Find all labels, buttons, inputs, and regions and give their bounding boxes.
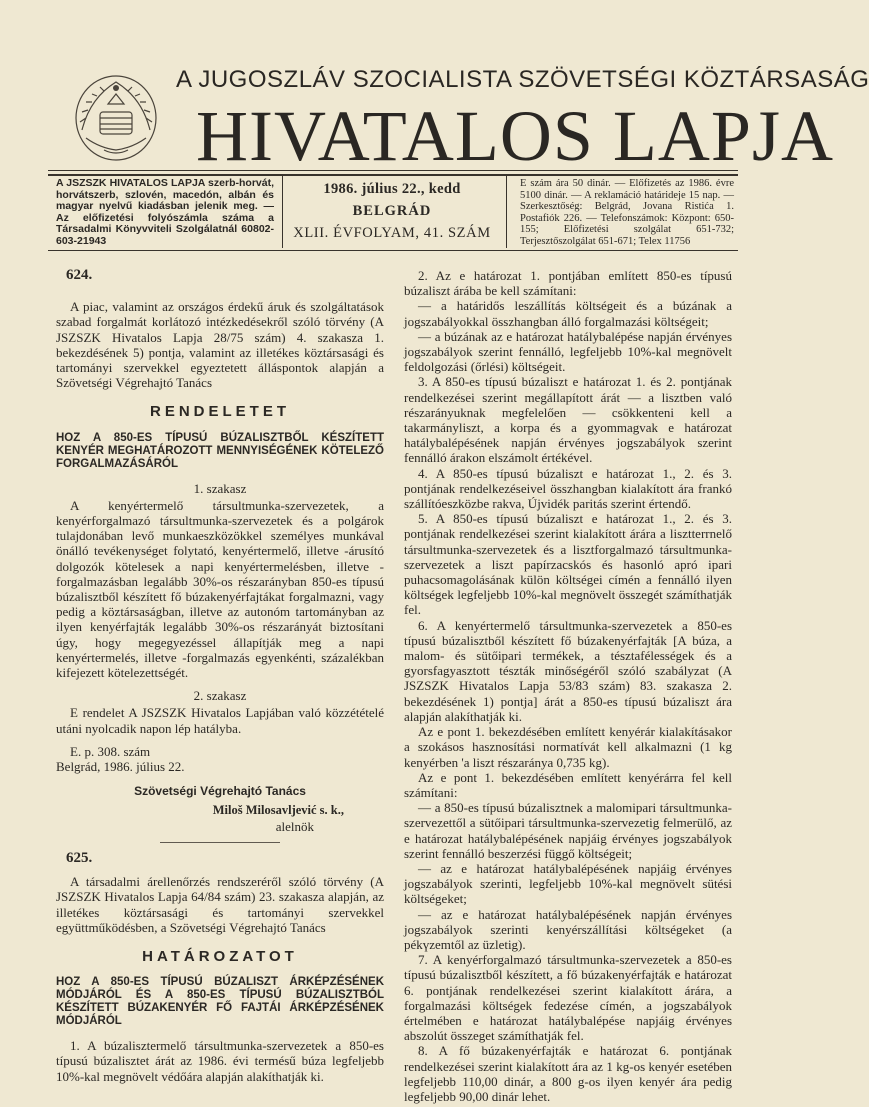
preamble: A társadalmi árellenőrzés rendszeréről szóló törvény (A JSZSZK Hivatalos Lapja 64/84 szám) 23. szakasza alapján, az illetékes köztársasági és tartományi szervekkel együttműködésben, a Szövetségi Végrehajtó Tanács: [56, 874, 384, 935]
point-text: — az e határozat hatálybalépésének napján érvényes jogszabályok szerinti kenyérszállítási költségeket (a pékүzemtől az üzletig).: [404, 906, 732, 952]
masthead-title: HIVATALOS LAPJA: [196, 96, 834, 176]
left-column: [56, 268, 384, 1084]
act-title: HATÁROZATOT: [142, 947, 298, 965]
section-text: E rendelet A JSZSZK Hivatalos Lapjában való közzétételé utáni nyolcadik napon lép hatályba.: [56, 705, 384, 736]
reference-number: E. p. 308. szám: [70, 743, 151, 759]
price-info: [520, 178, 734, 247]
point-text: 2. Az e határozat 1. pontjában említett 850-es típusú búzaliszt árába be kell számítani:: [404, 268, 732, 299]
point-text: 3. A 850-es típusú búzaliszt e határozat 1. és 2. pontjának rendelkezései szerint megállapított árát — a lisztben való részarányuknak megfelelően — csökkenteni kell a takarmányliszt, a korpa és a gyommagvak e határozat hatálybalépésének napján érvényes jogszabályok szerint fennálló árakon elszámolt értékével.: [404, 374, 732, 466]
act-subtitle: HOZ A 850-ES TÍPUSÚ BÚZALISZT ÁRKÉPZÉSÉNEK MÓDJÁRÓL ÉS A 850-ES TÍPUSÚ BÚZALISZTBÓL KÉSZÍTETT BÚZAKENYÉR FŐ FAJTÁI ÁRKÉPZÉSÉNEK MÓDJÁRÓL: [56, 976, 384, 1028]
state-emblem-icon: [70, 68, 162, 164]
point-text: 6. A kenyértermelő társultmunka-szervezetek a 850-es típusú búzalisztből készített fő búzakenyérfajták [A búza, a malom- és sütőipari termékek, a tésztafélességek és a gyorsfagyasztott tészták minőségéről szóló szabályzat (A JSZSZK Hivatalos Lapja 53/83 szám) 83. szakasza 2. bekezdésének 1) pontja] árát a 850-es típusú búzaliszt ára alapján alakíthatják ki.: [404, 617, 732, 724]
signer-name: Miloš Milosavljević s. k.,: [212, 803, 344, 818]
section-heading: 2. szakasz: [193, 688, 247, 704]
issue-volume: XLII. ÉVFOLYAM, 41. SZÁM: [293, 225, 491, 241]
price-info-text: E szám ára 50 dinár. — Előfizetés az 1986. évre 5100 dinár. — A reklamáció határideje 15 nap. — Szerkesztőség: Belgrád, Jovana Ristića 1. Postafiók 226. — Telefonszámok: Központ: 650-155; Előfizetési szolgálat 651-732; Terjesztőszolgálat 651-671; Telex 11756: [520, 178, 734, 247]
point-text: — a határidős leszállítás költségeit és a búzának a jogszabályokkal összhangban álló forgalmazási költségeit;: [404, 298, 732, 329]
header-rule-bottom: [48, 250, 738, 251]
point-text: — a búzának az e határozat hatálybalépése napján érvényes jogszabályok szerint fennálló, legfeljebb 10%-kal megnövelt feldolgozási (őrlési) költségeit.: [404, 328, 732, 375]
point-text: Az e pont 1. bekezdésében említett kenyérárra fel kell számítani:: [404, 769, 732, 800]
header-rule-top: [48, 170, 738, 171]
point-text: 7. A kenyérforgalmazó társultmunka-szervezetek a 850-es típusú búzalisztből készített, a fő búzakenyérfajták e határozat 6. pontjának rendelkezései szerint kialakított árára, a forgalmazási költségek fedezése címén, a jogszabályok értelmében e határozat hatálybalépése napjáig érvényes abszolút összeget számíthatják fel.: [404, 952, 732, 1044]
act-number: 625.: [66, 849, 93, 866]
subscription-info: [56, 178, 274, 247]
point-text: 4. A 850-es típusú búzaliszt e határozat 1., 2. és 3. pontjának rendelkezéseivel összhangban kialakított ára frankó szállítóeszközbe rakva, Újvidék paritás szerint értendő.: [404, 465, 732, 512]
point-text: 1. A búzalisztermelő társultmunka-szervezetek a 850-es típusú búzalisztet árát az 1986. évi termésű búza legfeljebb 10%-kal megnövelt védőára alapján alakíthatják ki.: [56, 1038, 384, 1084]
council-name: Szövetségi Végrehajtó Tanács: [134, 784, 306, 799]
subscription-info-text: A JSZSZK HIVATALOS LAPJA szerb-horvát, horvátszerb, szlovén, macedón, albán és magyar nyelvű kiadásban jelenik meg. — Az előfizetési folyószámla száma a Társadalmi Könyvviteli Szolgálatnál 60802-603-21943: [56, 177, 274, 247]
column-divider: [506, 176, 507, 248]
header-rule-double: [48, 174, 738, 176]
act-number: 624.: [66, 267, 93, 283]
issue-date: 1986. július 22., kedd: [323, 181, 461, 197]
point-text: — a 850-es típusú búzalisztnek a malomipari társultmunka-szervezettől a sütőipari társultmunka-szervezetig felmerülő, az e határozat hatálybalépésének napjáig érvényes jogszabályok szerint fennálló beszerzési függő költségeit;: [404, 800, 732, 861]
issue-info: [288, 178, 496, 244]
act-subtitle: HOZ A 850-ES TÍPUSÚ BÚZALISZTBŐL KÉSZÍTETT KENYÉR MEGHATÁROZOTT MENNYISÉGÉNEK KÖTELEZŐ FORGALMAZÁSÁRÓL: [56, 431, 384, 470]
issue-city: BELGRÁD: [352, 203, 432, 219]
republic-heading: A JUGOSZLÁV SZOCIALISTA SZÖVETSÉGI KÖZTÁRSASÁG: [176, 66, 869, 93]
point-text: 8. A fő búzakenyérfajták e határozat 6. pontjának rendelkezései szerint kialakított ára az 1 kg-os kenyér esetében legfeljebb 110,00 dinár, a 800 g-os ilyen kenyér ára pedig legfeljebb 90,00 dinár lehet.: [404, 1043, 732, 1104]
point-text: Az e pont 1. bekezdésében említett kenyérár kialakításakor a szokásos hasznosítási normatívát kell alkalmazni (1 kg kenyérben 'a liszt részaránya 0,735 kg).: [404, 724, 732, 770]
signer-role: alelnök: [275, 818, 314, 834]
act-title: RENDELETET: [149, 403, 290, 421]
section-text: A kenyértermelő társultmunka-szervezetek, a kenyérforgalmazó társultmunka-szervezetek és a polgárok tulajdonában levő munkaeszközökkel személyes munkával önálló tevékenységet folytató, kenyértermelő, illetve -árusító dolgozók kötelesek a napi kenyértermelésben, illetve -forgalmazásban legalább 30%-os részarányban 850-es típusú búzalisztből készített fő búzakenyérfajtákat forgalmazni, vagy pedig a köztársaságban, illetve az autonóm tartományban az ilyen kenyérfajták legalább 30%-os részarányát biztosítani úgy, hogy megegyezéssel állapítják meg a napi kenyértermelés, illetve -forgalmazás egyenkénti, százalékban kifejezett kötelezettségét.: [56, 497, 384, 681]
right-column: [404, 268, 732, 1104]
point-text: — az e határozat hatálybalépésének napjáig érvényes jogszabályok szerinti, legfeljebb 10%-kal megnövelt sütési költségeket;: [404, 860, 732, 907]
place-date: Belgrád, 1986. július 22.: [56, 759, 185, 775]
column-divider: [282, 176, 283, 248]
point-text: 5. A 850-es típusú búzaliszt e határozat 1., 2. és 3. pontjának rendelkezései szerint kialakított árára a lisztterrnelő társultmunka-szervezetek és a lisztforgalmazó társultmunka-szervezetek a liszt papírzacskós és hasonló apró ipari puhacsomagolásának külön költségei címén a fennálló ilyen költségek legfeljebb 10%-kal megnövelt összegét számíthatják fel.: [404, 511, 732, 618]
preamble: A piac, valamint az országos érdekű áruk és szolgáltatások szabad forgalmát korlátozó intézkedésekről szóló törvény (A JSZSZK Hivatalos Lapja 28/75 szám) 4. szakasza 1. bekezdésének 5) pontja, valamint az illetékes köztársasági és tartományi szervekkel egyeztetett álláspontok alapján a Szövetségi Végrehajtó Tanács: [56, 299, 384, 391]
section-heading: 1. szakasz: [193, 480, 247, 496]
act-divider: [160, 842, 280, 843]
